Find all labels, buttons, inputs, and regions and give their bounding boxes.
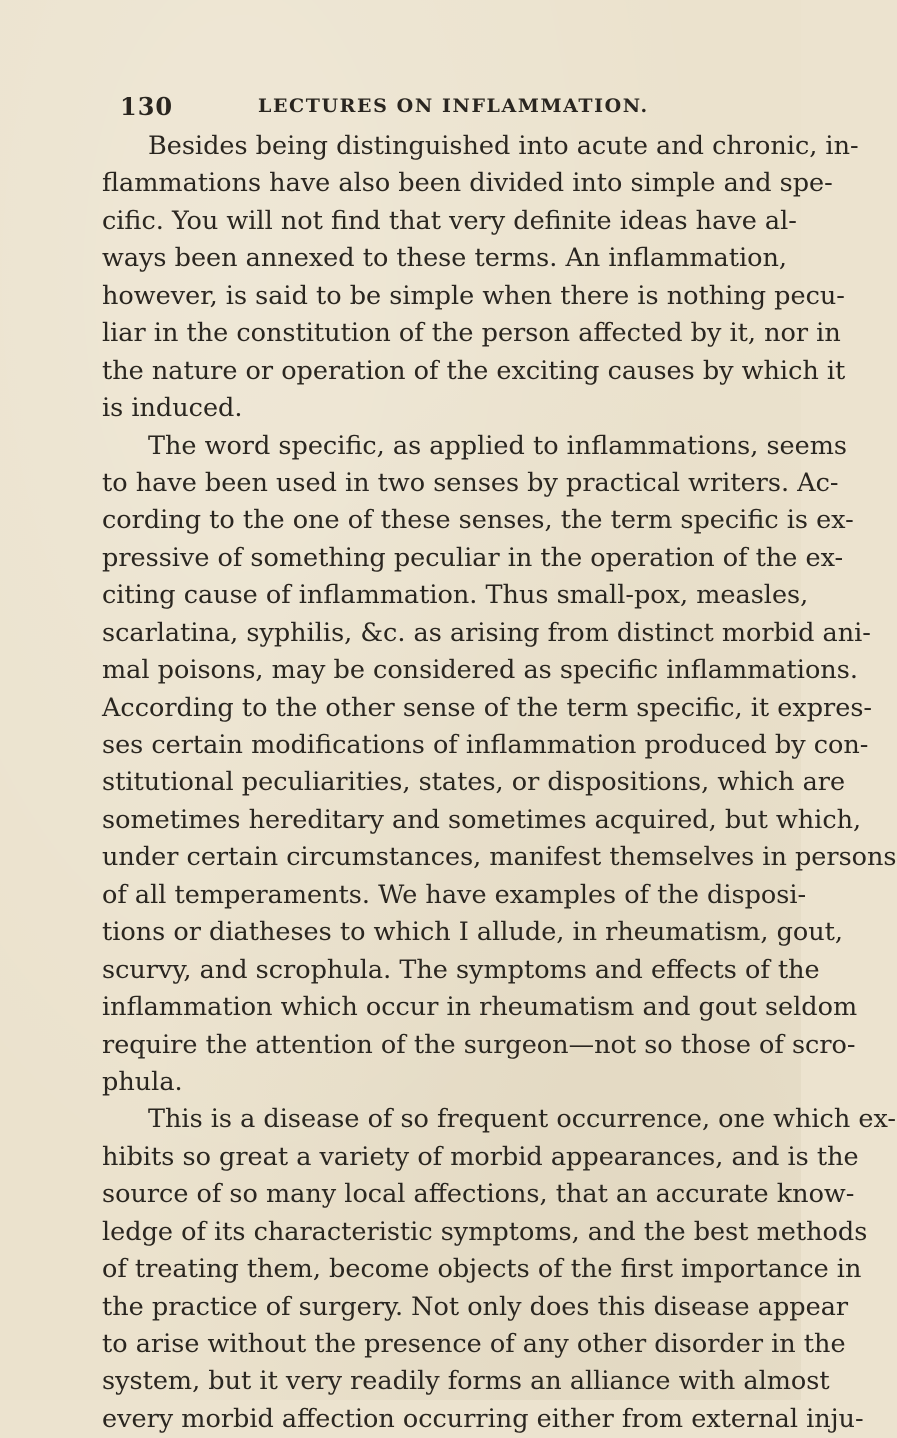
text-line: According to the other sense of the term specific, it expres-: [102, 692, 873, 723]
body-text: [102, 128, 897, 1438]
text-line: tions or diatheses to which I allude, in rheumatism, gout,: [102, 917, 844, 948]
text-line: ses certain modifications of inflammation produced by con-: [102, 730, 869, 760]
text-line: flammations have also been divided into simple and spe-: [102, 168, 833, 199]
text-line: ways been annexed to these terms. An inflammation,: [102, 243, 788, 274]
text-line: the nature or operation of the exciting causes by which it: [102, 355, 846, 386]
text-line: ledge of its characteristic symptoms, and the best methods: [102, 1216, 868, 1247]
text-line: however, is said to be simple when there is nothing pecu-: [102, 280, 845, 311]
text-line: cording to the one of these senses, the term specific is ex-: [102, 505, 854, 536]
text-line: scurvy, and scrophula. The symptoms and effects of the: [102, 954, 820, 985]
text-line: of treating them, become objects of the first importance in: [102, 1254, 862, 1285]
running-title: LECTURES ON INFLAMMATION.: [258, 95, 649, 117]
paragraph-line: Besides being distinguished into acute and chronic, in-: [148, 131, 859, 161]
paragraph-line: The word specific, as applied to inflammations, seems: [148, 430, 848, 461]
text-line: scarlatina, syphilis, &c. as arising from distinct morbid ani-: [102, 617, 871, 648]
paragraph-line: This is a disease of so frequent occurrence, one which ex-: [148, 1104, 896, 1135]
text-line: to arise without the presence of any other disorder in the: [102, 1329, 846, 1359]
text-line: stitutional peculiarities, states, or dispositions, which are: [102, 767, 846, 798]
text-line: inflammation which occur in rheumatism and gout seldom: [102, 992, 858, 1023]
page-number: 130: [120, 92, 174, 121]
text-line: every morbid affection occurring either from external inju-: [102, 1403, 864, 1434]
text-line: require the attention of the surgeon—not so those of scro-: [102, 1029, 856, 1060]
text-line: to have been used in two senses by practical writers. Ac-: [102, 467, 839, 498]
text-line: source of so many local affections, that an accurate know-: [102, 1179, 855, 1210]
text-line: system, but it very readily forms an alliance with almost: [102, 1366, 830, 1397]
text-line: sometimes hereditary and sometimes acquired, but which,: [102, 804, 862, 835]
text-line: pressive of something peculiar in the operation of the ex-: [102, 542, 844, 573]
text-line: hibits so great a variety of morbid appearances, and is the: [102, 1141, 859, 1172]
text-line: cific. You will not find that very definite ideas have al-: [102, 205, 797, 236]
text-line: citing cause of inflammation. Thus small-pox, measles,: [102, 580, 809, 611]
text-line: the practice of surgery. Not only does this disease appear: [102, 1291, 849, 1322]
running-head: [120, 92, 800, 122]
text-line: of all temperaments. We have examples of the disposi-: [102, 879, 807, 910]
text-line: is induced.: [102, 393, 243, 424]
text-line: liar in the constitution of the person affected by it, nor in: [102, 318, 841, 349]
text-line: under certain circumstances, manifest themselves in persons: [102, 842, 897, 873]
text-line: mal poisons, may be considered as specific inflammations.: [102, 655, 858, 686]
text-line: phula.: [102, 1066, 183, 1097]
